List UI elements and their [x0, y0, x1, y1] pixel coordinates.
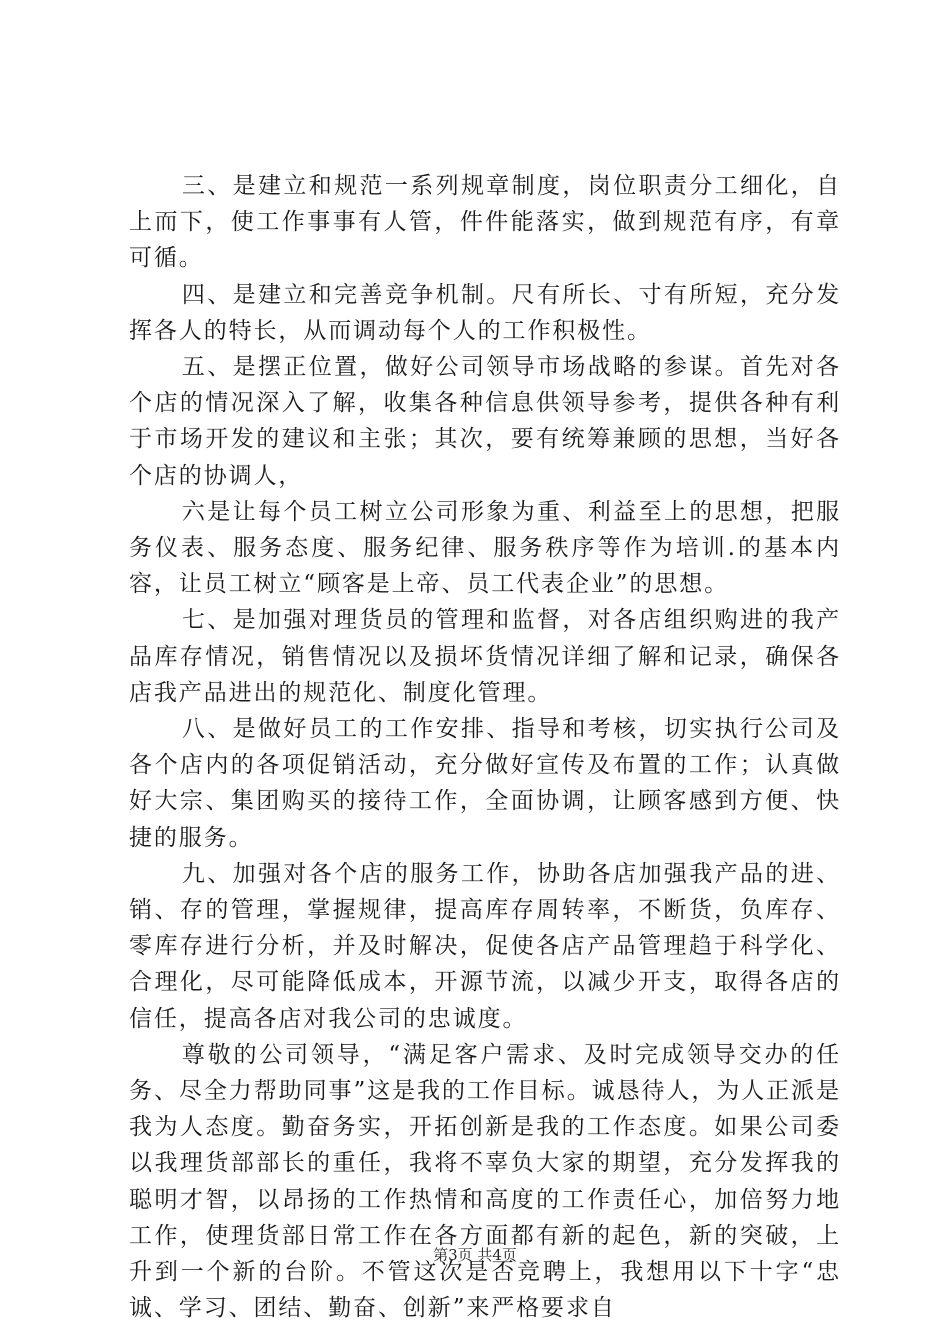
paragraph-9: 九、加强对各个店的服务工作，协助各店加强我产品的进、销、存的管理，掌握规律，提高库存周转率，不断货，负库存、零库存进行分析，并及时解决，促使各店产品管理趋于科学化、合理化，尽可能降低成本，开源节流，以减少开支，取得各店的信任，提高各店对我公司的忠诚度。 [129, 860, 841, 1032]
page-number-footer: 第3页 共4页 [433, 1246, 517, 1264]
paragraph-3: 三、是建立和规范一系列规章制度，岗位职责分工细化，自上而下，使工作事事有人管，件件能落实，做到规范有序，有章可循。 [129, 173, 841, 272]
paragraph-7: 七、是加强对理货员的管理和监督，对各店组织购进的我产品库存情况，销售情况以及损坏货情况详细了解和记录，确保各店我产品进出的规范化、制度化管理。 [129, 607, 841, 706]
paragraph-closing: 尊敬的公司领导，“满足客户需求、及时完成领导交办的任务、尽全力帮助同事”这是我的工作目标。诚恳待人，为人正派是我为人态度。勤奋务实，开拓创新是我的工作态度。如果公司委以我理货部部长的重任，我将不辜负大家的期望，充分发挥我的聪明才智，以昂扬的工作热情和高度的工作责任心，加倍努力地工作，使理货部日常工作在各方面都有新的起色，新的突破，上升到一个新的台阶。不管这次是否竞聘上，我想用以下十字“忠诚、学习、团结、勤奋、创新”来严格要求自 [129, 1041, 841, 1322]
paragraph-5: 五、是摆正位置，做好公司领导市场战略的参谋。首先对各个店的情况深入了解，收集各种信息供领导参考，提供各种有利于市场开发的建议和主张；其次，要有统筹兼顾的思想，当好各个店的协调人， [129, 354, 841, 489]
paragraph-8: 八、是做好员工的工作安排、指导和考核，切实执行公司及各个店内的各项促销活动，充分做好宣传及布置的工作；认真做好大宗、集团购买的接待工作，全面协调，让顾客感到方便、快捷的服务。 [129, 716, 841, 851]
paragraph-6: 六是让每个员工树立公司形象为重、利益至上的思想，把服务仪表、服务态度、服务纪律、服务秩序等作为培训.的基本内容，让员工树立“顾客是上帝、员工代表企业”的思想。 [129, 498, 841, 598]
paragraph-4: 四、是建立和完善竞争机制。尺有所长、寸有所短，充分发挥各人的特长，从而调动每个人的工作积极性。 [129, 281, 841, 344]
document-body [129, 168, 841, 1327]
